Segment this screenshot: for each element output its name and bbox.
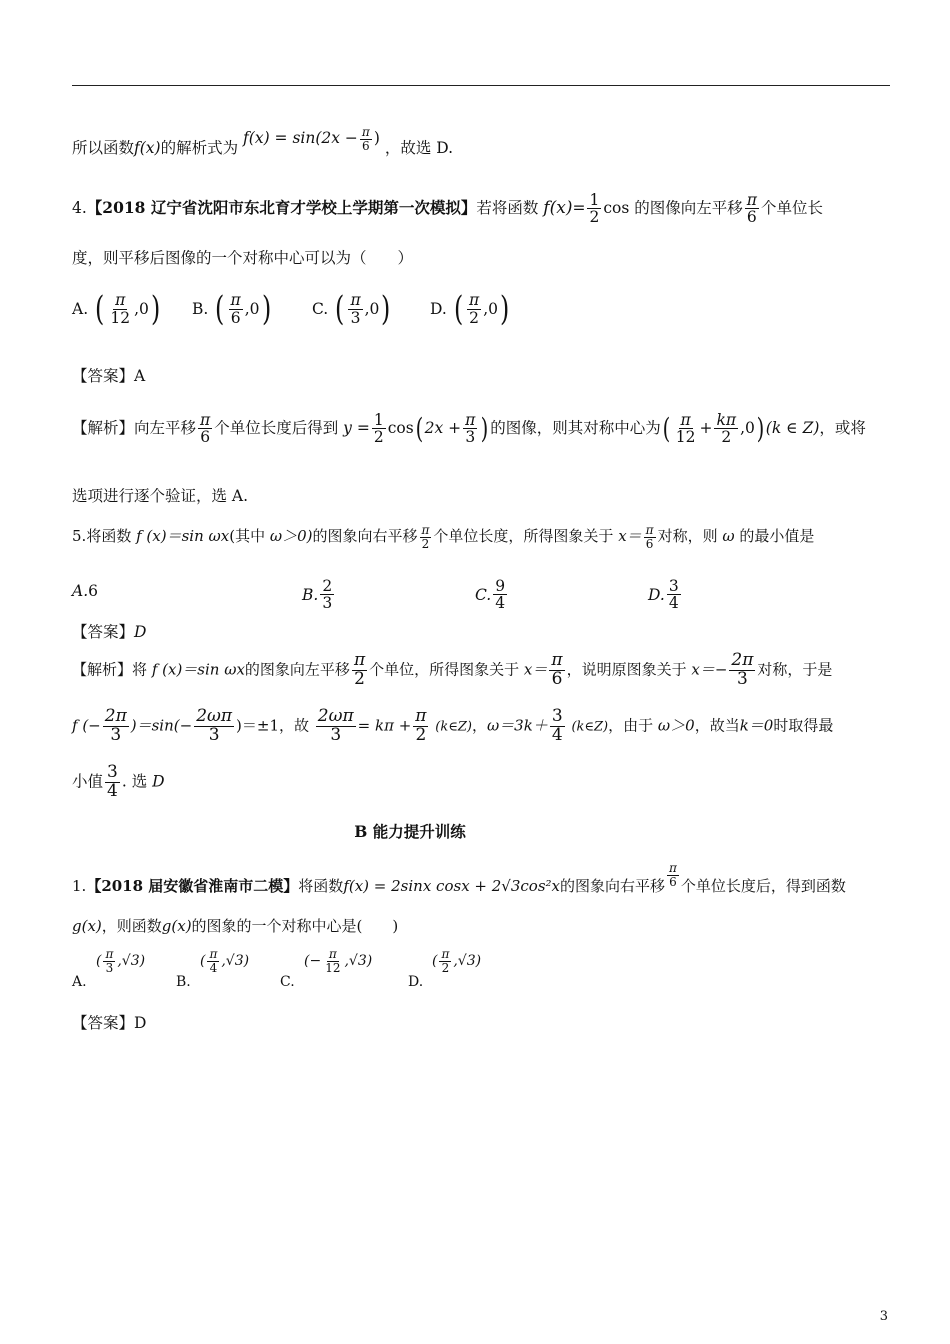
math: f(x) = sin(2x − <box>243 129 358 148</box>
q5-stem: 5.将函数 f (x)＝sin ωx(其中 ω＞0)的图象向右平移 $\frac{\pi}{2}$ 个单位长度，所得图象关于 x＝ $\frac{\pi}{6}$ 对称，则 ω 的最小值是 <box>72 523 815 551</box>
b1-stem-cont: g(x)，则函数g(x)的图象的一个对称中心是( ) <box>72 917 399 935</box>
source: 【2018 届安徽省淮南市二模】 <box>86 877 299 896</box>
fraction: $\frac{3}{4}$ <box>107 762 118 801</box>
option-a[interactable]: A. 6 <box>72 582 98 600</box>
fraction: $\frac{\pi}{3}$ <box>350 291 361 327</box>
source: 【2018 辽宁省沈阳市东北育才学校上学期第一次模拟】 <box>86 197 477 217</box>
option-c[interactable]: (− $\frac{\pi}{12}$ ,√3) <box>304 947 373 975</box>
option-d[interactable]: D. $\frac{3}{4}$ <box>648 577 679 613</box>
fraction: $\frac{\pi}{6}$ <box>551 650 563 689</box>
fraction: $\frac{\pi}{6}$ <box>746 191 757 227</box>
q4-analysis-cont: 选项进行逐个验证，选 A. <box>72 487 249 505</box>
option-d[interactable]: D. ( $\frac{\pi}{2}$ ,0 ) <box>430 289 510 329</box>
q4-stem: 4.【2018 辽宁省沈阳市东北育才学校上学期第一次模拟】若将函数 f(x)= $\frac{1}{2}$ cos 的图像向左平移 $\frac{\pi}{6}$ 个单位长 <box>72 191 823 227</box>
fraction: $\frac{\pi}{12}$ <box>110 291 131 327</box>
q5-analysis-3: 小值 $\frac{3}{4}$ . 选 D <box>72 762 165 801</box>
option-d[interactable]: ( $\frac{\pi}{2}$ ,√3) <box>432 947 482 975</box>
formula: f(x) = sin(2x − $\frac{\pi}{6}$ ) <box>243 125 380 153</box>
fraction: $\frac{2\pi}{3}$ <box>731 650 754 689</box>
b1-stem: 1.【2018 届安徽省淮南市二模】将函数f(x) = 2sinx cosx + 2√3cos²x的图象向右平移 $\frac{\pi}{6}$ 个单位长度后，得到函数 <box>72 861 846 896</box>
option-d-label: D. <box>408 974 424 990</box>
fraction: $\frac{\pi}{4}$ <box>209 947 218 975</box>
fraction: $\frac{\pi}{2}$ <box>441 947 450 975</box>
option-c[interactable]: C. $\frac{9}{4}$ <box>475 577 506 613</box>
section-title: B 能力提升训练 <box>354 822 466 841</box>
fraction: $\frac{\pi}{3}$ <box>105 947 114 975</box>
q5-options <box>72 578 890 614</box>
q4-options <box>72 289 890 342</box>
fraction: $\frac{2}{3}$ <box>322 577 333 613</box>
fraction: $\frac{1}{2}$ <box>589 191 600 227</box>
fraction: $\frac{\pi}{3}$ <box>465 411 476 447</box>
text: 的解析式为 <box>160 139 239 158</box>
q4-answer: 【答案】A <box>72 367 146 385</box>
fraction: $\frac{\pi}{12}$ <box>675 411 696 447</box>
b1-options <box>72 948 890 996</box>
fraction: $\frac{\pi}{12}$ <box>325 947 341 975</box>
option-c-label: C. <box>280 974 295 990</box>
option-a[interactable]: A. ( $\frac{\pi}{12}$ ,0 ) <box>72 289 161 329</box>
page-number: 3 <box>879 1309 888 1324</box>
fraction: $\frac{k\pi}{2}$ <box>716 411 737 447</box>
fraction: $\frac{\pi}{6}$ <box>645 523 654 551</box>
fraction: $\frac{\pi}{2}$ <box>469 291 480 327</box>
b1-answer: 【答案】D <box>72 1014 147 1032</box>
q4-analysis: 【解析】向左平移 $\frac{\pi}{6}$ 个单位长度后得到 y = $\frac{1}{2}$ cos( 2x + $\frac{\pi}{3}$ ) 的图像，则其对称中心为( $\frac{\pi}{12}$ + $\frac{k\pi}{2}$ ,0) (k ∈ Z)，或将 <box>72 411 866 447</box>
option-b[interactable]: ( $\frac{\pi}{4}$ ,√3) <box>200 947 250 975</box>
prev-answer-line <box>72 125 890 162</box>
fraction: $\frac{9}{4}$ <box>495 577 506 613</box>
fraction: $\frac{\pi}{6}$ <box>669 861 677 889</box>
fraction: $\frac{2\pi}{3}$ <box>104 706 127 745</box>
math: f(x) <box>134 139 161 158</box>
fraction: $\frac{\pi}{2}$ <box>421 523 430 551</box>
fraction: $\frac{3}{4}$ <box>668 577 679 613</box>
option-b[interactable]: B. $\frac{2}{3}$ <box>302 577 333 613</box>
fraction: $\frac{3}{4}$ <box>551 706 563 745</box>
option-c[interactable]: C. ( $\frac{\pi}{3}$ ,0 ) <box>312 289 391 329</box>
fraction: $\frac{\pi}{6}$ <box>230 291 241 327</box>
option-b[interactable]: B. ( $\frac{\pi}{6}$ ,0 ) <box>192 289 271 329</box>
fraction: $\frac{\pi}{2}$ <box>353 650 366 689</box>
fraction: $\frac{\pi}{6}$ <box>200 411 211 447</box>
option-a[interactable]: ( $\frac{\pi}{3}$ ,√3) <box>96 947 146 975</box>
text: 所以函数 <box>72 139 135 158</box>
q5-answer: 【答案】D <box>72 623 147 641</box>
fraction: $\frac{2\omega\pi}{3}$ <box>317 706 354 745</box>
option-b-label: B. <box>176 974 191 990</box>
fraction: $\frac{2\omega\pi}{3}$ <box>196 706 233 745</box>
fraction: $\frac{\pi}{6}$ <box>361 125 370 153</box>
q5-analysis: 【解析】将 f (x)＝sin ωx的图象向左平移 $\frac{\pi}{2}$ 个单位，所得图象关于 x＝ $\frac{\pi}{6}$ ，说明原图象关于 x＝− $\frac{2\pi}{3}$ 对称，于是 <box>72 650 833 689</box>
text: ，故选 D. <box>384 139 454 158</box>
header-rule <box>72 85 890 86</box>
option-a-label: A. <box>72 974 87 990</box>
q5-analysis-2: f (− $\frac{2\pi}{3}$ )＝sin(− $\frac{2\omega\pi}{3}$ )＝±1，故 $\frac{2\omega\pi}{3}$ = kπ + $\frac{\pi}{2}$ (k∈Z)，ω＝3k＋ $\frac{3}{4}$ (k∈Z)，由于 ω＞0，故当k＝0时取得最 <box>72 706 834 745</box>
fraction: $\frac{\pi}{2}$ <box>415 706 427 745</box>
q4-stem-cont: 度，则平移后图像的一个对称中心可以为（ ） <box>72 249 414 267</box>
fraction: $\frac{1}{2}$ <box>373 411 384 447</box>
